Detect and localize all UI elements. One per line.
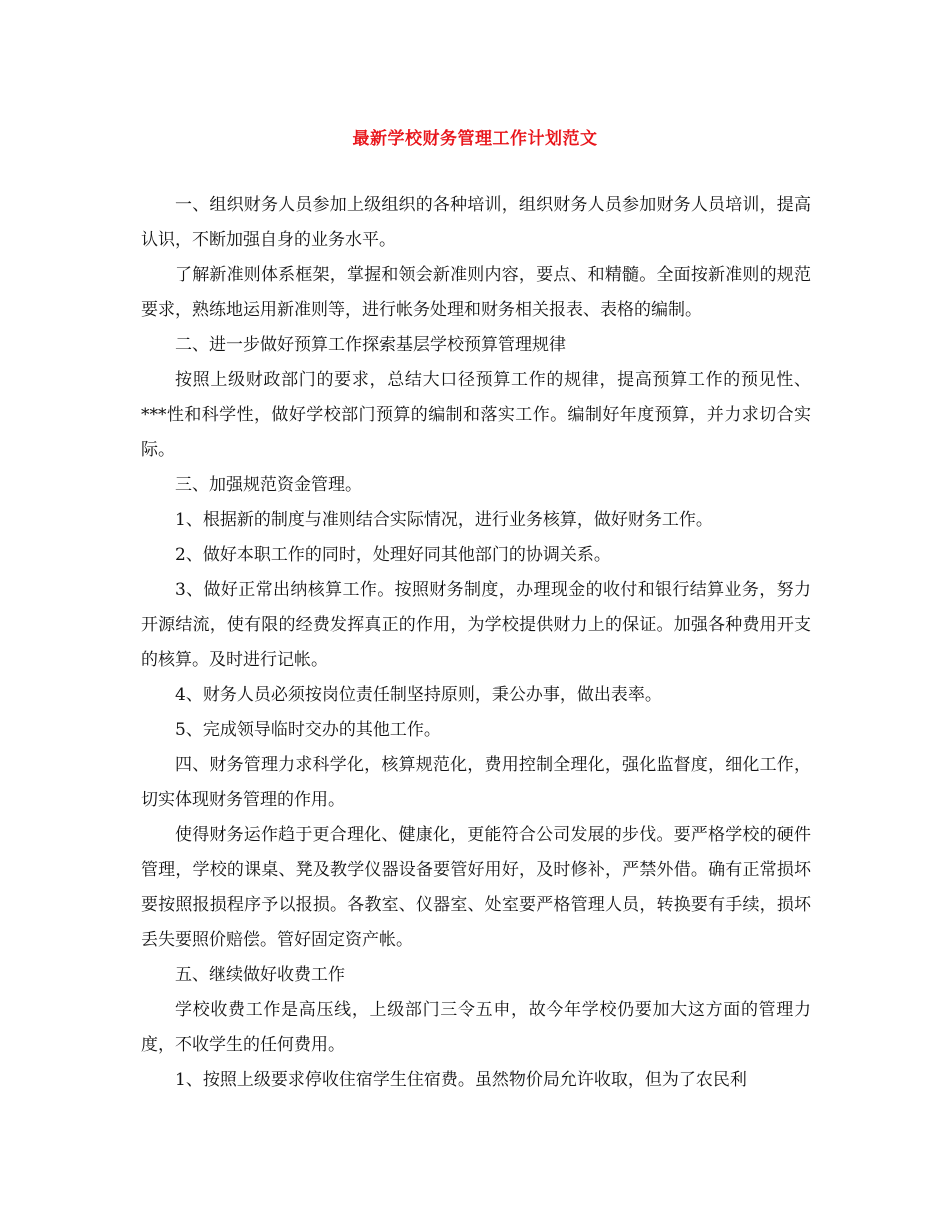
paragraph: 3、做好正常出纳核算工作。按照财务制度，办理现金的收付和银行结算业务，努力开源结流，使有限的经费发挥真正的作用，为学校提供财力上的保证。加强各种费用开支的核算。及时进行记帐。 bbox=[141, 580, 811, 670]
paragraph: 2、做好本职工作的同时，处理好同其他部门的协调关系。 bbox=[175, 545, 611, 565]
paragraph: 五、继续做好收费工作 bbox=[175, 965, 345, 985]
document-body bbox=[141, 188, 811, 1098]
paragraph: 4、财务人员必须按岗位责任制坚持原则，秉公办事，做出表率。 bbox=[175, 685, 662, 705]
document-title: 最新学校财务管理工作计划范文 bbox=[352, 129, 598, 149]
paragraph: 1、根据新的制度与准则结合实际情况，进行业务核算，做好财务工作。 bbox=[175, 510, 713, 530]
paragraph: 5、完成领导临时交办的其他工作。 bbox=[175, 720, 441, 740]
paragraph: 一、组织财务人员参加上级组织的各种培训，组织财务人员参加财务人员培训，提高认识，不断加强自身的业务水平。 bbox=[141, 195, 811, 250]
paragraph: 使得财务运作趋于更合理化、健康化，更能符合公司发展的步伐。要严格学校的硬件管理，学校的课桌、凳及教学仪器设备要管好用好，及时修补，严禁外借。确有正常损坏要按照报损程序予以报损。各教室、仪器室、处室要严格管理人员，转换要有手续，损坏丢失要照价赔偿。管好固定资产帐。 bbox=[141, 825, 811, 950]
paragraph: 按照上级财政部门的要求，总结大口径预算工作的规律，提高预算工作的预见性、***性和科学性，做好学校部门预算的编制和落实工作。编制好年度预算，并力求切合实际。 bbox=[141, 370, 811, 460]
paragraph: 二、进一步做好预算工作探索基层学校预算管理规律 bbox=[175, 335, 566, 355]
paragraph: 三、加强规范资金管理。 bbox=[175, 475, 362, 495]
paragraph: 四、财务管理力求科学化，核算规范化，费用控制全理化，强化监督度，细化工作，切实体现财务管理的作用。 bbox=[141, 755, 811, 810]
paragraph: 了解新准则体系框架，掌握和领会新准则内容，要点、和精髓。全面按新准则的规范要求，熟练地运用新准则等，进行帐务处理和财务相关报表、表格的编制。 bbox=[141, 265, 811, 320]
paragraph: 学校收费工作是高压线，上级部门三令五申，故今年学校仍要加大这方面的管理力度，不收学生的任何费用。 bbox=[141, 1000, 811, 1055]
paragraph: 1、按照上级要求停收住宿学生住宿费。虽然物价局允许收取，但为了农民利 bbox=[175, 1070, 747, 1090]
